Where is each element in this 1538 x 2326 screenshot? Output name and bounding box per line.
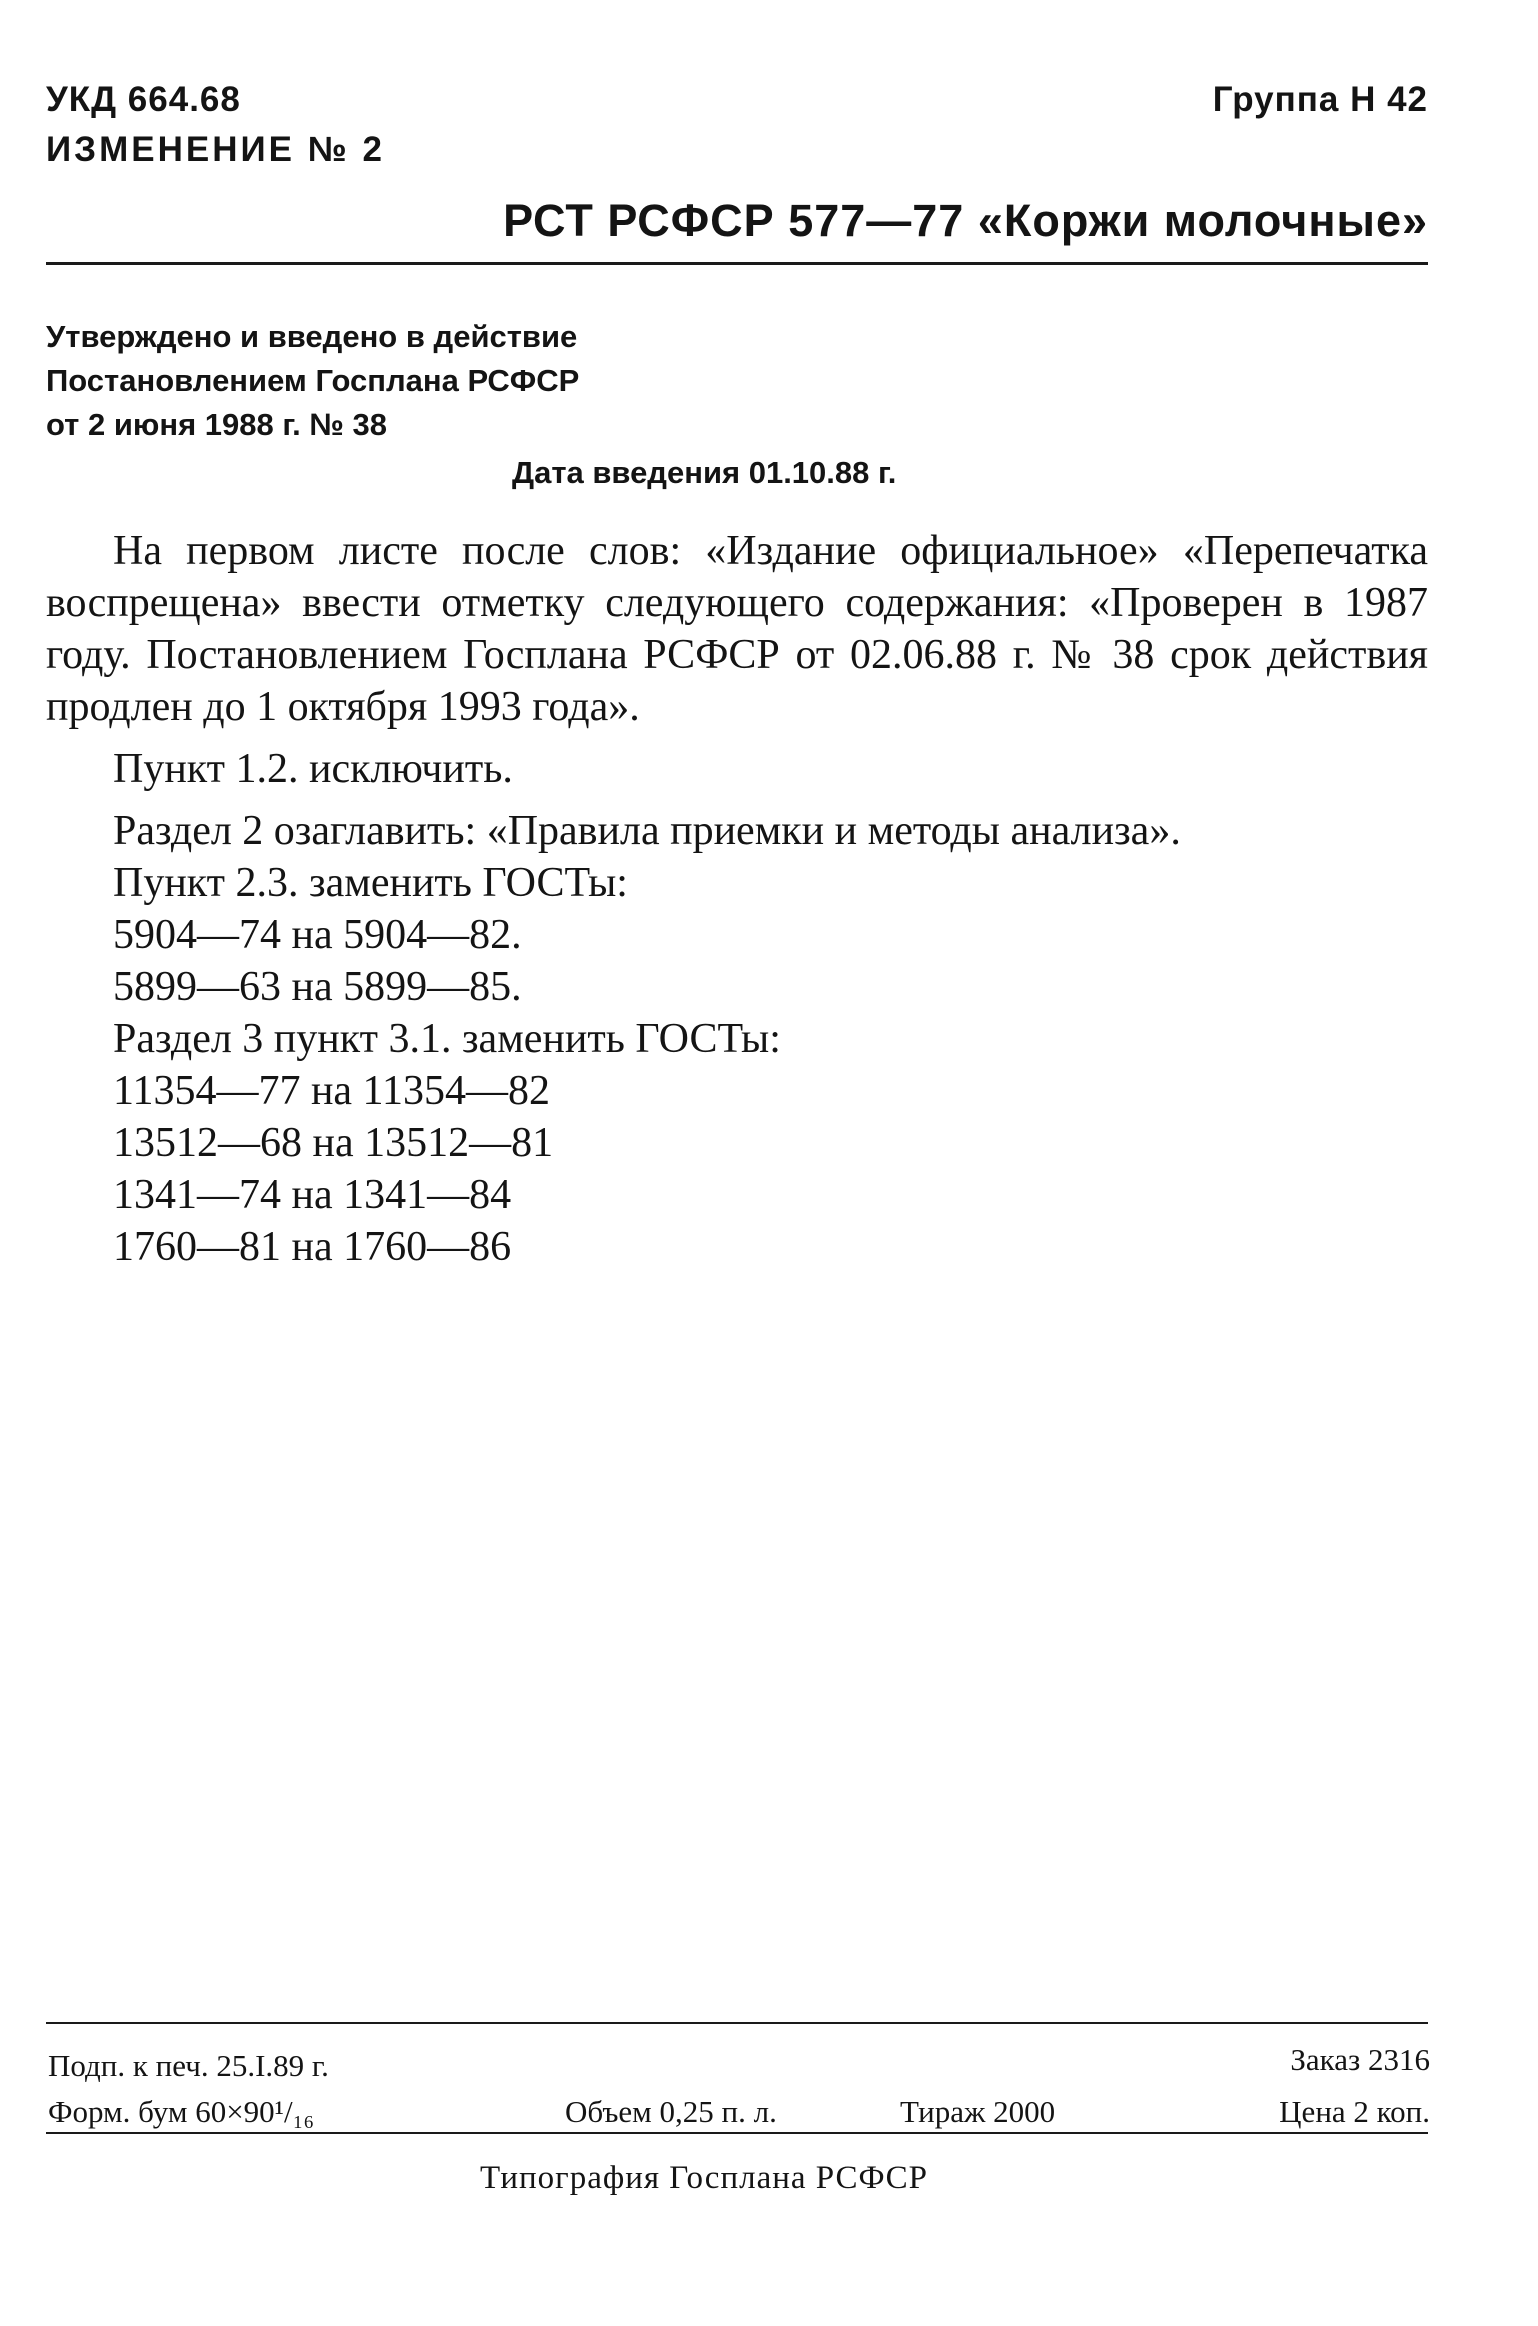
approval-line-3: от 2 июня 1988 г. № 38 bbox=[46, 407, 388, 442]
change-number: ИЗМЕНЕНИЕ № 2 bbox=[46, 130, 385, 169]
body-line: 5904—74 на 5904—82. bbox=[113, 912, 522, 958]
body-line: Раздел 2 озаглавить: «Правила приемки и методы анализа». bbox=[113, 808, 1181, 854]
footer-divider-top bbox=[46, 2022, 1428, 2024]
body-line: Пункт 1.2. исключить. bbox=[113, 746, 513, 792]
body-line: Раздел 3 пункт 3.1. заменить ГОСТы: bbox=[113, 1016, 781, 1062]
body-line: 11354—77 на 11354—82 bbox=[113, 1068, 551, 1114]
body-line: Пункт 2.3. заменить ГОСТы: bbox=[113, 860, 628, 906]
footer-divider-bottom bbox=[46, 2132, 1428, 2134]
body-line: 5899—63 на 5899—85. bbox=[113, 964, 522, 1010]
body-paragraph: На первом листе после слов: «Издание официальное» «Перепечатка воспрещена» ввести отметку следующего содержания: «Проверен в 1987 году. Постановлением Госплана РСФСР от 02.06.88 г. № 38 срок действия продлен до 1 октября 1993 года». bbox=[46, 528, 1428, 730]
printing-house: Типография Госплана РСФСР bbox=[480, 2160, 928, 2196]
introduction-date: Дата введения 01.10.88 г. bbox=[512, 455, 897, 490]
body-line: 13512—68 на 13512—81 bbox=[113, 1120, 554, 1166]
udc-code: УКД 664.68 bbox=[46, 80, 241, 119]
document-title: РСТ РСФСР 577—77 «Коржи молочные» bbox=[503, 195, 1428, 246]
body-line: 1760—81 на 1760—86 bbox=[113, 1224, 512, 1270]
approval-line-2: Постановлением Госплана РСФСР bbox=[46, 363, 580, 398]
footer-signed-date: Подп. к печ. 25.I.89 г. bbox=[48, 2048, 329, 2083]
footer-paper-format: Форм. бум 60×90¹/₁₆ bbox=[48, 2094, 315, 2129]
body-line: 1341—74 на 1341—84 bbox=[113, 1172, 512, 1218]
approval-block bbox=[46, 315, 579, 447]
footer-print-run: Тираж 2000 bbox=[900, 2094, 1056, 2129]
footer-price: Цена 2 коп. bbox=[1279, 2094, 1430, 2129]
approval-line-1: Утверждено и введено в действие bbox=[46, 319, 578, 354]
footer-volume: Объем 0,25 п. л. bbox=[565, 2094, 777, 2129]
group-code: Группа Н 42 bbox=[1212, 80, 1428, 119]
header-divider bbox=[46, 262, 1428, 265]
change-body bbox=[46, 525, 1428, 1273]
footer-order-number: Заказ 2316 bbox=[1290, 2042, 1430, 2077]
